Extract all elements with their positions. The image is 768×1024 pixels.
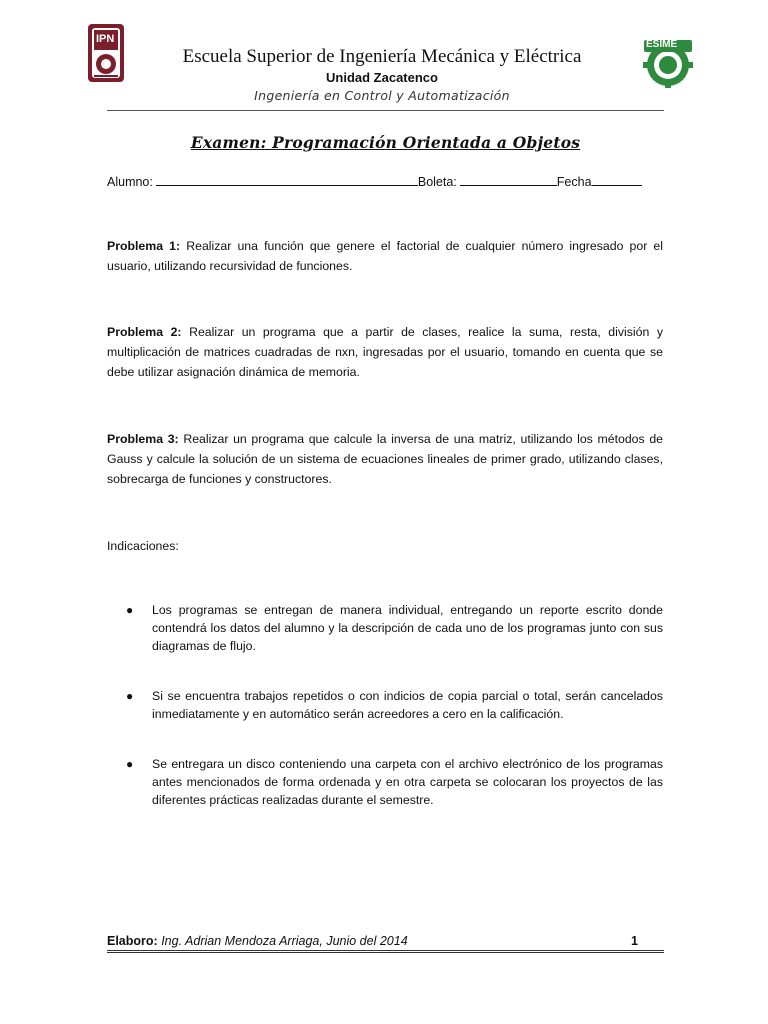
school-name: Escuela Superior de Ingeniería Mecánica y Eléctrica — [182, 46, 582, 67]
alumno-label: Alumno: — [107, 175, 153, 189]
problem-text: Realizar una función que genere el factorial de cualquier número ingresado por el usuario, utilizando recursividad de funciones. — [107, 239, 663, 273]
boleta-field[interactable] — [460, 172, 557, 186]
problem-text: Realizar un programa que a partir de clases, realice la suma, resta, división y multiplicación de matrices cuadradas de nxn, ingresadas por el usuario, tomando en cuenta que se debe utilizar asignación dinámica de memoria. — [107, 325, 664, 379]
problem-3 — [107, 429, 663, 489]
list-item-text: Se entregara un disco conteniendo una carpeta con el archivo electrónico de los programas antes mencionados de forma ordenada y en otra carpeta se colocaran los proyectos de las diferentes prácticas realizadas durante el semestre. — [152, 757, 663, 807]
problem-label: Problema 1: — [107, 239, 181, 253]
list-item-text: Si se encuentra trabajos repetidos o con indicios de copia parcial o total, serán cancelados inmediatamente y en automático serán acreedores a cero en la calificación. — [152, 689, 663, 721]
exam-title: Examen: Programación Orientada a Objetos — [190, 133, 581, 152]
page-number: 1 — [631, 934, 638, 948]
boleta-label: Boleta: — [417, 175, 457, 189]
bullet-icon: ● — [126, 603, 134, 617]
department-name: Ingeniería en Control y Automatización — [254, 88, 510, 103]
alumno-field[interactable] — [156, 172, 418, 186]
problem-1 — [107, 236, 663, 276]
list-item-text: Los programas se entregan de manera individual, entregando un reporte escrito donde contendrá los datos del alumno y la descripción de cada uno de los programas junto con sus diagramas de flujo. — [152, 603, 663, 653]
problem-label: Problema 3: — [107, 432, 179, 446]
header-divider — [107, 110, 664, 111]
problem-2 — [107, 322, 663, 382]
esime-logo: ESIME — [638, 38, 698, 88]
indications-heading: Indicaciones: — [107, 539, 179, 553]
student-info-line — [107, 172, 664, 189]
bullet-icon: ● — [126, 689, 134, 703]
footer-divider — [107, 950, 664, 953]
ipn-logo: IPN — [84, 22, 128, 86]
problem-label: Problema 2: — [107, 325, 182, 339]
fecha-label: Fecha — [556, 175, 592, 189]
unit-name: Unidad Zacatenco — [326, 70, 438, 85]
fecha-field[interactable] — [592, 172, 642, 186]
problem-text: Realizar un programa que calcule la inversa de una matriz, utilizando los métodos de Gauss y calcule la solución de un sistema de ecuaciones lineales de primer grado, utilizando clases, sobrecarga de funciones y constructores. — [107, 432, 663, 486]
page-footer — [107, 934, 664, 948]
footer-author: Ing. Adrian Mendoza Arriaga, Junio del 2014 — [161, 934, 408, 948]
footer-label: Elaboro: — [107, 934, 158, 948]
bullet-icon: ● — [126, 757, 134, 771]
